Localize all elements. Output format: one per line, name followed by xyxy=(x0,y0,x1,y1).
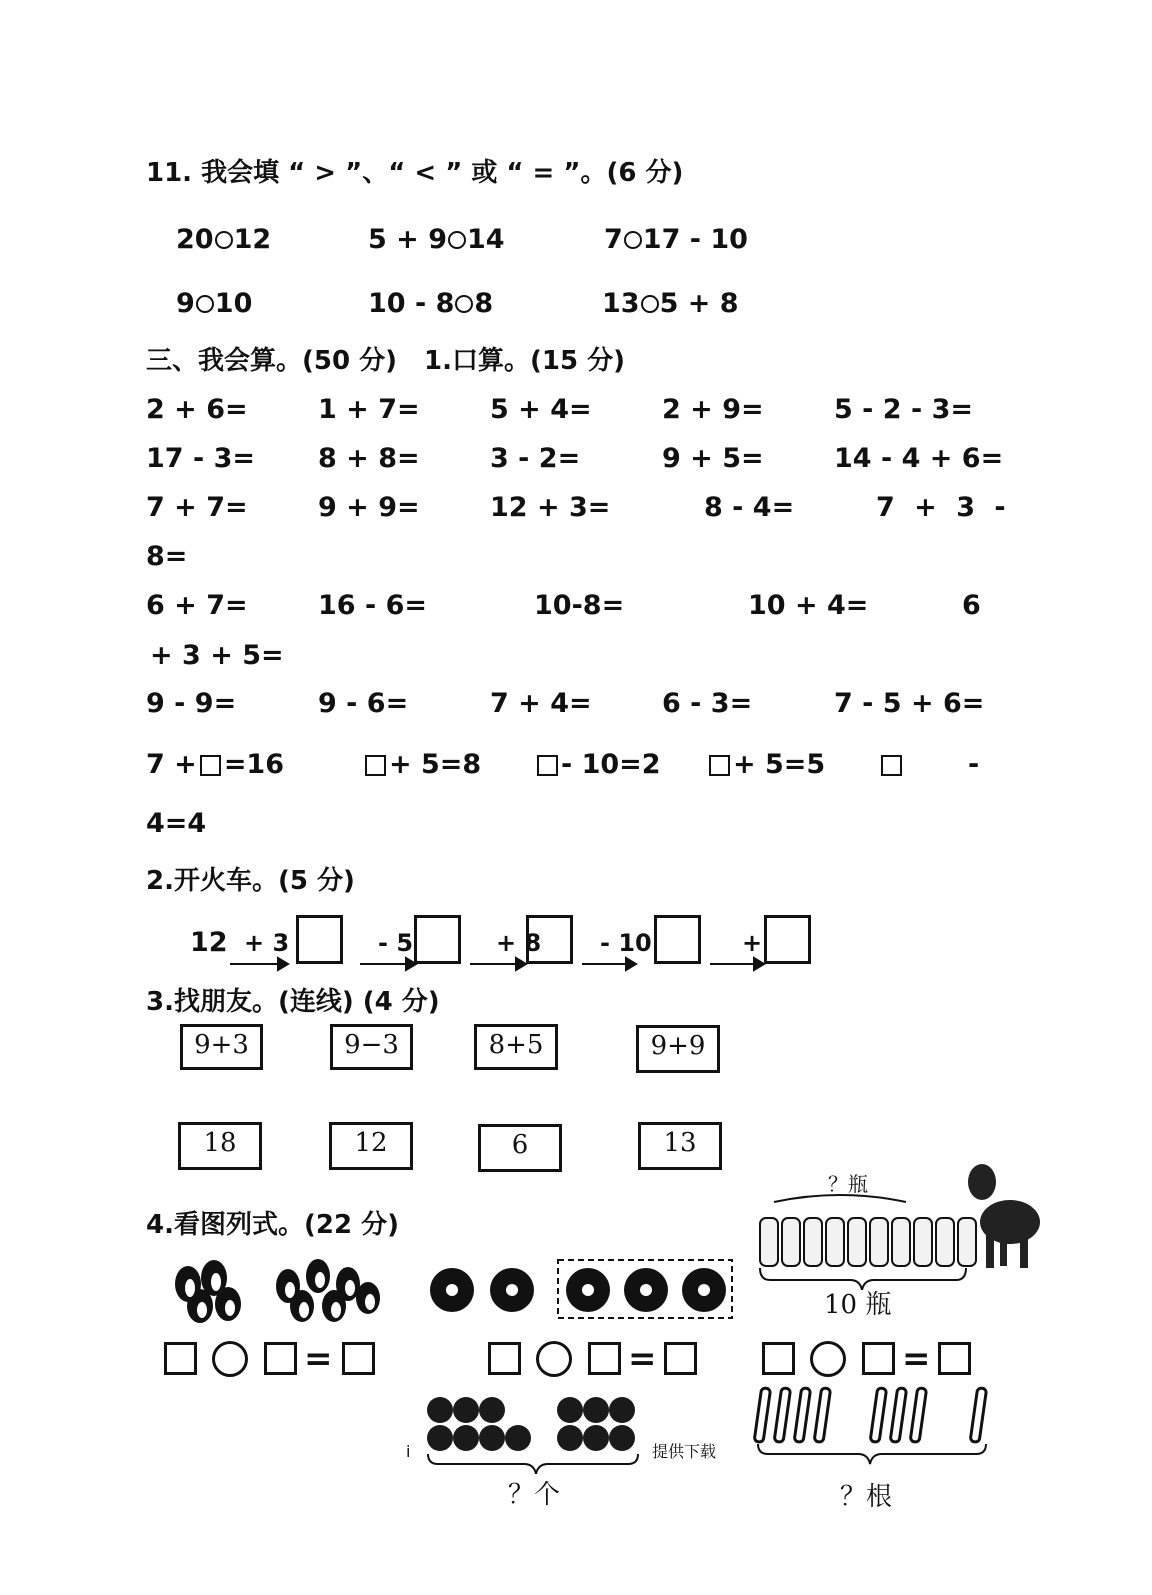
oral-calc-heading: 1.口算。(15 分) xyxy=(424,346,625,376)
oral-problem: 7 - 5 + 6= xyxy=(834,688,985,719)
oral-problem: 7 + 7= xyxy=(146,492,248,523)
oral-problem: 8 + 8= xyxy=(318,443,420,474)
friend-answer[interactable]: 13 xyxy=(638,1122,722,1170)
train-heading: 2.开火车。(5 分) xyxy=(146,866,355,896)
oral-problem: 7 + 4= xyxy=(490,688,592,719)
balls-question-label: ？个 xyxy=(508,1480,561,1510)
flowers-image xyxy=(420,1256,740,1322)
oral-problem: 6 + 7= xyxy=(146,590,248,621)
compare-item: 9 10 xyxy=(176,288,253,319)
friend-answer[interactable]: 6 xyxy=(478,1124,562,1172)
oral-problem: 10 + 4= xyxy=(748,590,869,621)
section3-heading: 三、我会算。(50 分) xyxy=(146,346,397,376)
sticks-image xyxy=(750,1384,1000,1468)
compare-item: 5 + 9 14 xyxy=(368,224,505,255)
oral-problem: 1 + 7= xyxy=(318,394,420,425)
picture-heading: 4.看图列式。(22 分) xyxy=(146,1210,399,1240)
equation-box[interactable] xyxy=(164,1342,197,1375)
fill-problem-wrap: 4=4 xyxy=(146,808,207,839)
equation-box[interactable] xyxy=(342,1342,375,1375)
balls-image xyxy=(420,1392,650,1474)
equals-sign: = xyxy=(628,1339,657,1379)
oral-problem: 12 + 3= xyxy=(490,492,611,523)
oral-problem-wrap: 8= xyxy=(146,541,188,572)
equation-operator-circle[interactable] xyxy=(212,1341,248,1377)
equation-box[interactable] xyxy=(862,1342,895,1375)
watermark-right: 提供下载 xyxy=(652,1442,717,1461)
equation-box[interactable] xyxy=(938,1342,971,1375)
equation-box[interactable] xyxy=(762,1342,795,1375)
q11-heading: 11. 我会填 “ > ”、“ < ” 或 “ = ”。(6 分) xyxy=(146,158,684,188)
equation-box[interactable] xyxy=(264,1342,297,1375)
compare-item: 20 12 xyxy=(176,224,272,255)
bottles-question-label: ？瓶 xyxy=(828,1172,868,1196)
equation-operator-circle[interactable] xyxy=(810,1341,846,1377)
equation-operator-circle[interactable] xyxy=(536,1341,572,1377)
oral-problem: 17 - 3= xyxy=(146,443,255,474)
equation-box[interactable] xyxy=(664,1342,697,1375)
compare-item: 7 17 - 10 xyxy=(604,224,748,255)
sticks-question-label: ？根 xyxy=(840,1482,893,1512)
friends-heading: 3.找朋友。(连线) (4 分) xyxy=(146,987,440,1017)
train-op: - 10 xyxy=(600,929,652,957)
oral-problem: 5 - 2 - 3= xyxy=(834,394,973,425)
oral-problem: 7 + 3 - xyxy=(876,492,1006,523)
equation-box[interactable] xyxy=(588,1342,621,1375)
train-start: 12 xyxy=(190,927,228,958)
fill-problem-operator: - xyxy=(968,749,980,780)
oral-problem: 3 - 2= xyxy=(490,443,581,474)
oral-problem: 16 - 6= xyxy=(318,590,427,621)
fill-problem: - 10=2 xyxy=(534,751,661,778)
watermark-left: i xyxy=(406,1442,411,1461)
friend-expression[interactable]: 9−3 xyxy=(330,1024,413,1070)
fill-problem: + 5=8 xyxy=(362,751,481,778)
bottles-total-label: 10 瓶 xyxy=(824,1290,892,1320)
equals-sign: = xyxy=(902,1339,931,1379)
compare-item: 13 5 + 8 xyxy=(602,288,739,319)
friend-answer[interactable]: 18 xyxy=(178,1122,262,1170)
fill-problem: + 5=5 xyxy=(706,751,825,778)
oral-problem: 6 - 3= xyxy=(662,688,753,719)
equals-sign: = xyxy=(304,1339,333,1379)
bottles-deer-image xyxy=(750,1150,1050,1290)
oral-problem: 6 xyxy=(962,590,981,621)
oral-problem: 9 + 5= xyxy=(662,443,764,474)
friend-expression[interactable]: 8+5 xyxy=(474,1024,558,1070)
oral-problem: 5 + 4= xyxy=(490,394,592,425)
train-op: + 8 xyxy=(496,929,542,957)
train-op: + 3 xyxy=(244,929,290,957)
oral-problem: 9 + 9= xyxy=(318,492,420,523)
oral-problem: 10-8= xyxy=(534,590,625,621)
oral-problem: 2 + 6= xyxy=(146,394,248,425)
penguins-image xyxy=(168,1254,398,1330)
friend-expression[interactable]: 9+3 xyxy=(180,1024,263,1070)
oral-problem: 14 - 4 + 6= xyxy=(834,443,1004,474)
oral-problem: 9 - 6= xyxy=(318,688,409,719)
train-op: - 5 xyxy=(378,929,414,957)
train-op: + xyxy=(742,929,763,957)
oral-problem: 8 - 4= xyxy=(704,492,795,523)
oral-problem-wrap: + 3 + 5= xyxy=(150,640,284,671)
friend-answer[interactable]: 12 xyxy=(329,1122,413,1170)
oral-problem: 2 + 9= xyxy=(662,394,764,425)
fill-problem: 7 + =16 xyxy=(146,749,285,780)
oral-problem: 9 - 9= xyxy=(146,688,237,719)
compare-item: 10 - 8 8 xyxy=(368,288,494,319)
friend-expression[interactable]: 9+9 xyxy=(636,1025,720,1073)
equation-box[interactable] xyxy=(488,1342,521,1375)
